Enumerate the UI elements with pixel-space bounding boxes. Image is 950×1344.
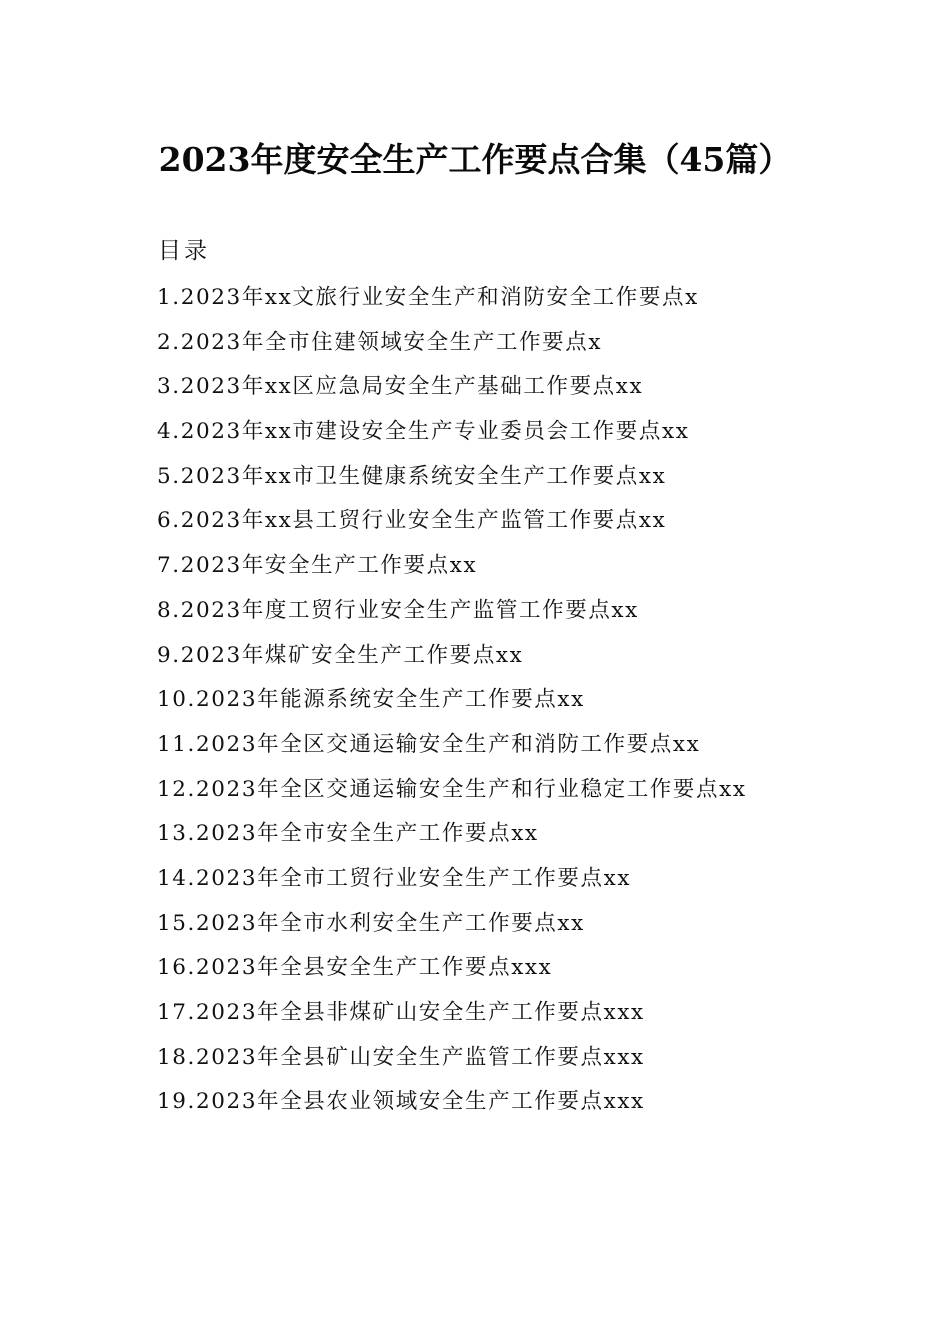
toc-item-11[interactable]: 11.2023年全区交通运输安全生产和消防工作要点xx xyxy=(157,731,701,757)
toc-item-19[interactable]: 19.2023年全县农业领域安全生产工作要点xxx xyxy=(157,1089,645,1115)
toc-item-17[interactable]: 17.2023年全县非煤矿山安全生产工作要点xxx xyxy=(157,1000,645,1025)
toc-heading: 目录 xyxy=(158,238,210,264)
toc-item-3[interactable]: 3.2023年xx区应急局安全生产基础工作要点xx xyxy=(157,374,644,400)
toc-item-8[interactable]: 8.2023年度工贸行业安全生产监管工作要点xx xyxy=(157,597,639,623)
toc-item-10[interactable]: 10.2023年能源系统安全生产工作要点xx xyxy=(157,687,585,713)
toc-item-16[interactable]: 16.2023年全县安全生产工作要点xxx xyxy=(157,955,553,981)
toc-item-4[interactable]: 4.2023年xx市建设安全生产专业委员会工作要点xx xyxy=(157,419,690,445)
toc-item-5[interactable]: 5.2023年xx市卫生健康系统安全生产工作要点xx xyxy=(157,463,667,489)
toc-item-12[interactable]: 12.2023年全区交通运输安全生产和行业稳定工作要点xx xyxy=(157,776,747,802)
toc-item-6[interactable]: 6.2023年xx县工贸行业安全生产监管工作要点xx xyxy=(157,508,667,534)
document-title: 2023年度安全生产工作要点合集（45篇） xyxy=(158,140,792,179)
toc-item-15[interactable]: 15.2023年全市水利安全生产工作要点xx xyxy=(157,910,585,936)
toc-item-9[interactable]: 9.2023年煤矿安全生产工作要点xx xyxy=(157,642,524,668)
toc-item-1[interactable]: 1.2023年xx文旅行业安全生产和消防安全工作要点x xyxy=(157,285,699,310)
toc-item-14[interactable]: 14.2023年全市工贸行业安全生产工作要点xx xyxy=(157,865,632,891)
table-of-contents xyxy=(157,276,917,1125)
toc-item-18[interactable]: 18.2023年全县矿山安全生产监管工作要点xxx xyxy=(157,1044,645,1070)
toc-item-13[interactable]: 13.2023年全市安全生产工作要点xx xyxy=(157,821,539,847)
toc-item-7[interactable]: 7.2023年安全生产工作要点xx xyxy=(157,553,478,579)
toc-item-2[interactable]: 2.2023年全市住建领域安全生产工作要点x xyxy=(157,329,603,355)
